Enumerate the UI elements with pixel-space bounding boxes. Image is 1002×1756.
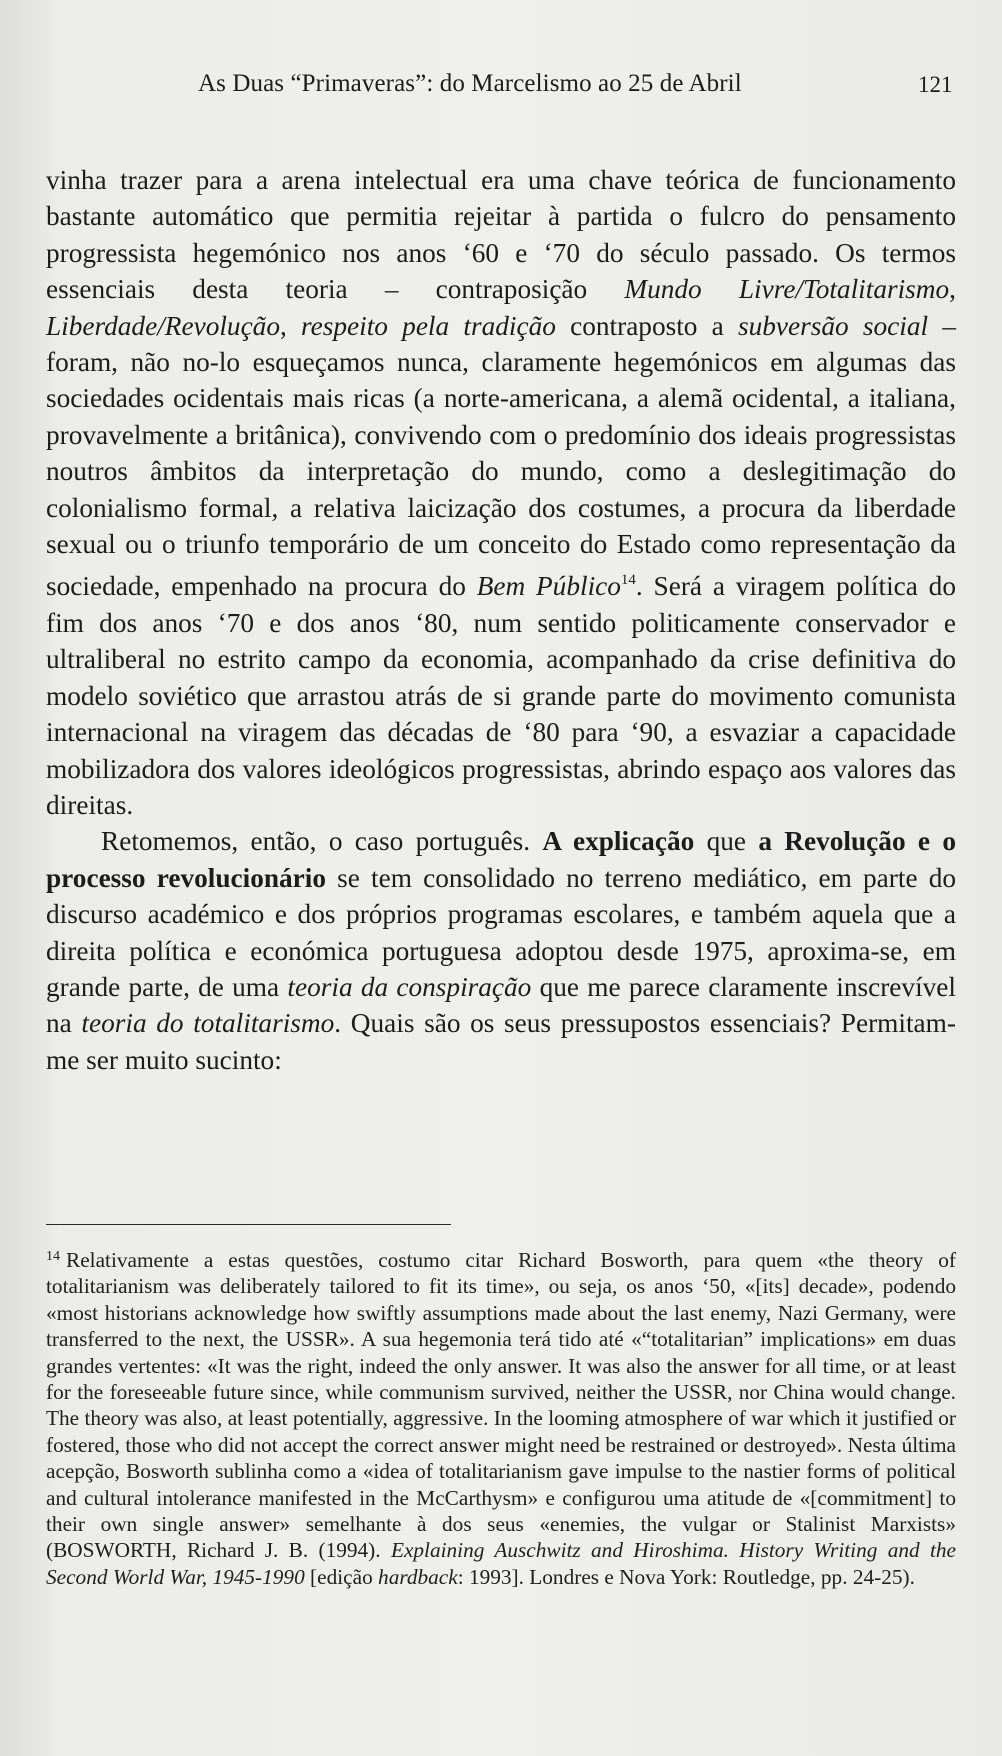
footnote-14 [46, 1244, 956, 1590]
bold-term: a Revolução e o processo revolucionário [46, 826, 956, 893]
text-run: Retomemos, então, o caso português. [101, 826, 543, 857]
italic-term: teoria do totalitarismo [81, 1008, 335, 1039]
text-run: : 1993]. Londres e Nova York: Routledge, pp. 24-25). [457, 1564, 915, 1589]
italic-term: hardback [378, 1564, 458, 1589]
paragraph-1 [46, 162, 956, 823]
text-run: contraposto a [555, 310, 738, 341]
text-run: . Será a viragem política do fim dos anos ‘70 e dos anos ‘80, num sentido politicamente conservador e ultraliberal no estrito campo da economia, acompanhado da crise definitiva do modelo soviético que arrastou atrás de si grande parte do movimento comunista internacional na viragem das décadas de ‘80 para ‘90, a esvaziar a capacidade mobilizadora dos valores ideológicos progressistas, abrindo espaço aos valores das direitas. [46, 571, 956, 820]
footnote-marker: 14 [46, 1249, 60, 1264]
text-run: que me parece claramente inscrevível na [46, 971, 957, 1039]
italic-term: respeito pela tradição [301, 310, 556, 341]
italic-title: Explaining Auschwitz and Hiroshima. History Writing and the Second World War, 1945-1990 [46, 1538, 957, 1589]
running-title: As Duas “Primaveras”: do Marcelismo ao 25 de Abril [198, 70, 742, 97]
bold-term: A explicação [542, 826, 695, 857]
text-run: vinha trazer para a arena intelectual era uma chave teórica de funcionamento bastante automático que permitia rejeitar à partida o fulcro do pensamento progressista hegemónico nos anos ‘60 e ‘70 do século passado. Os termos essenciais desta teoria – contraposição [46, 165, 956, 305]
italic-term: Mundo Livre/Totalitarismo [624, 274, 950, 305]
italic-term: teoria da conspiração [287, 971, 532, 1002]
paragraph-2 [46, 823, 956, 1078]
italic-term: Bem Público [476, 571, 621, 602]
text-run: , [279, 310, 302, 341]
text-run: Relativamente a estas questões, costumo citar Richard Bosworth, para quem «the theory of totalitarianism was deliberately tailored to fit its time», ou seja, os anos ‘50, «[its] decade», podendo «most historians acknowledge how swiftly assumptions made about the last enemy, Nazi Germany, were transferred to the next, the USSR». A sua hegemonia terá tido até «“totalitarian” implications» em duas grandes vertentes: «It was the right, indeed the only answer. It was also the answer for all time, or at least for the foreseeable future since, while communism survived, neither the USSR, nor China would change. The theory was also, at least potentially, aggressive. In the looming atmosphere of war which it justified or fostered, those who did not accept the correct answer might need be restrained or destroyed». Nesta última acepção, Bosworth sublinha como a «idea of totalitarianism gave impulse to the nastier forms of political and cultural intolerance manifested in the McCarthysm» e configurou uma atitude de «[commitment] to their own single answer» semelhante à dos seus «enemies, the vulgar or Stalinist Marxists» (BOSWORTH, Richard J. B. (1994). [46, 1248, 956, 1563]
text-run: se tem consolidado no terreno mediático, em parte do discurso académico e dos próprios programas escolares, e também aquela que a direita política e económica portuguesa adoptou desde 1975, aproxima-se, em grande parte, de uma [46, 862, 956, 1002]
text-run: , [949, 274, 956, 305]
footnote-reference: 14 [620, 572, 636, 589]
text-run: . Quais são os seus pressupostos essenciais? Permitam-me ser muito sucinto: [46, 1008, 956, 1075]
text-run: que [694, 826, 759, 857]
footnote-divider [46, 1224, 451, 1225]
main-text [46, 162, 956, 1078]
footnote-paragraph [46, 1244, 956, 1590]
italic-term: subversão social [738, 310, 929, 341]
page-number: 121 [918, 72, 953, 97]
italic-term: Liberdade/Revolução [46, 310, 280, 341]
running-header [0, 70, 1002, 110]
text-run: [edição [304, 1564, 379, 1589]
text-run: – foram, não no-lo esqueçamos nunca, claramente hegemónicos em algumas das sociedades ocidentais mais ricas (a norte-americana, a alemã ocidental, a italiana, provavelmente a britânica), convivendo com o predomínio dos ideais progressistas noutros âmbitos da interpretação do mundo, como a deslegitimação do colonialismo formal, a relativa laicização dos costumes, a procura da liberdade sexual ou o triunfo temporário de um conceito do Estado como representação da sociedade, empenhado na procura do [46, 310, 956, 602]
